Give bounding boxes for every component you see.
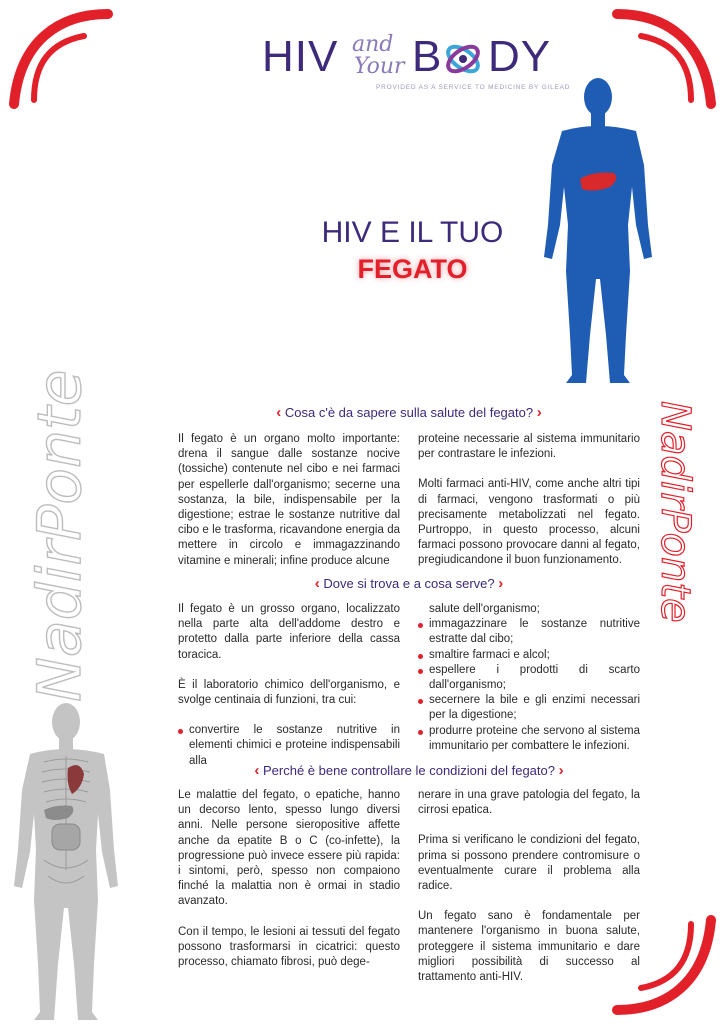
list-item: secernere la bile e gli enzimi necessari per la digestione; [418,693,640,723]
paragraph: Le malattie del fegato, o epatiche, hanno un decorso lento, spesso lungo diversi anni. Nelle persone sieropositive affette anche da epatite B o C (co-infette), la progressione può invece essere più rapida: i sintomi, però, spesso non compaiono finché la malattia non è ormai in stadio avanzato. [178,789,400,908]
hiv-and-your-body-logo [262,30,571,100]
list-item: espellere i prodotti di scarto dall'organismo; [418,663,640,693]
corner-arc-top-left [0,0,120,120]
logo-tagline: PROVIDED AS A SERVICE TO MEDICINE BY GILEAD [376,84,571,91]
logo-dy-text: DY [488,32,552,81]
section-heading-3 [178,762,640,779]
paragraph: Il fegato è un organo molto importante: drena il sangue dalle sostanze nocive (tossiche) contenute nel cibo e nei farmaci per espellerle dall'organismo; secerne una sostanza, la bile, indispensabile per la digestione; estrae le sostanze nutritive dal cibo e le trasforma, ricavandone energia da mettere in circolo e immagazzinando vitamine e minerali; infine produce alcune [178,433,400,567]
logo-your-text: Your [354,54,405,79]
blue-body-figure [540,75,660,387]
logo-and-text: and [352,32,394,57]
paragraph: Un fegato sano è fondamentale per mantenere l'organismo in buona salute, proteggere il sistema immunitario e dare migliori possibilità di successo al trattamento anti-HIV. [418,910,640,984]
watermark-right-text: NadirPonte [652,401,698,623]
list-item-continuation: salute dell'organismo; [429,603,540,615]
section-1-right-column [418,432,640,584]
watermark-left-text: NadirPonte [25,369,95,702]
logo-b-text: B [412,32,442,81]
paragraph: Con il tempo, le lesioni ai tessuti del fegato possono trasformarsi in cicatrici: questo processo, chiamato fibrosi, può dege- [178,925,400,969]
section-heading-1-text: Cosa c'è da sapere sulla salute del fegato? [284,405,534,420]
chevron-left-icon: ‹ [254,762,260,779]
section-3-left-column [178,788,400,985]
paragraph: È il laboratorio chimico dell'organismo, e svolge centinaia di funzioni, tra cui: [178,678,400,707]
paragraph: nerare in una grave patologia del fegato, la cirrosi epatica. [418,789,640,817]
grey-anatomy-figure [10,700,125,1024]
section-1-left-column [178,432,400,584]
list-item: smaltire farmaci e alcol; [418,648,640,663]
watermark-right [650,395,720,645]
section-heading-2 [178,575,640,592]
paragraph: Molti farmaci anti-HIV, come anche altri tipi di farmaci, vengono trasformati o più precisamente metabolizzati nel fegato. Purtroppo, in questo processo, alcuni farmaci possono provocare danni al fegato, pregiudicandone il buon funzionamento. [418,478,640,567]
section-heading-3-text: Perché è bene controllare le condizioni del fegato? [263,763,555,778]
section-3-right-column [418,788,640,1000]
chevron-right-icon: › [498,575,504,592]
paragraph: Prima si verificano le condizioni del fegato, prima si possono prendere contromisure o eventualmente curare il problema alla radice. [418,834,640,893]
paragraph: proteine necessarie al sistema immunitario per contrastare le infezioni. [418,433,640,461]
list-item: convertire le sostanze nutritive in elementi chimici e proteine indispensabili alla [178,723,400,769]
logo-hiv-text: HIV [262,32,339,81]
section-heading-1 [178,404,640,421]
page-title-highlight: FEGATO [357,254,468,284]
watermark-left [18,330,98,710]
page-title: HIV E IL TUO [321,216,504,249]
chevron-left-icon: ‹ [314,575,320,592]
list-item: produrre proteine che servono al sistema immunitario per combattere le infezioni. [418,724,640,754]
paragraph: Il fegato è un grosso organo, localizzato nella parte alta dell'addome destro e protetto dalla parte inferiore della cassa toracica. [178,603,400,661]
section-2-left-column [178,602,400,769]
section-heading-2-text: Dove si trova e a cosa serve? [323,576,495,591]
chevron-right-icon: › [536,404,542,421]
logo-mark-icon [442,38,484,80]
function-list [418,617,640,754]
chevron-right-icon: › [558,762,564,779]
list-item: immagazzinare le sostanze nutritive estratte dal cibo; [418,617,640,647]
section-2-right-column [418,602,640,754]
chevron-left-icon: ‹ [276,404,282,421]
